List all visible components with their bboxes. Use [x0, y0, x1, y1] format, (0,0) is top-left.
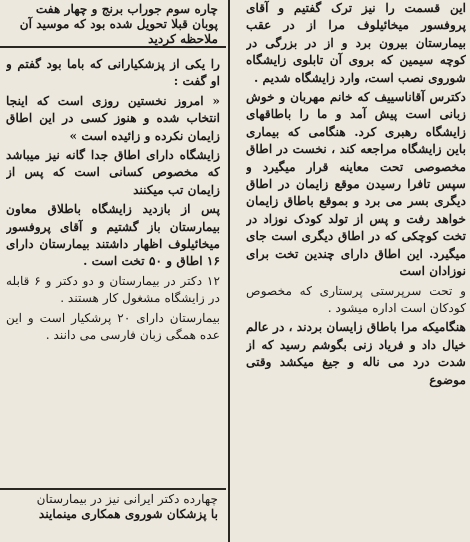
left-paragraph-4: پس از بازدید زایشگاه باطلاق معاون بیمارستان باز گشتیم و آقای پروفسور میخائیلوف اظهار داشتند بیمارستان دارای ۱۶ اطاق و ۵۰ تخت است . — [6, 202, 220, 269]
right-paragraph-3: و تحت سرپرستی پرستاری که مخصوص کودکان است اداره میشود . — [246, 283, 466, 315]
left-bottom-notice — [0, 488, 226, 528]
column-divider — [228, 0, 230, 542]
left-column-body — [6, 56, 220, 486]
left-paragraph-6: بیمارستان دارای ۲۰ پرشکیار است و این عده همگی زبان فارسی می دانند . — [6, 310, 220, 343]
left-top-notice — [0, 0, 226, 48]
left-bottom-line-1: چهارده دکتر ایرانی نیز در بیمارستان — [36, 492, 218, 506]
left-paragraph-2: « امروز نخستين روزی است که اینجا انتخاب شده و هنوز کسی در این اطاق زایمان نکرده و زائیده است » — [6, 93, 220, 143]
left-top-notice-text: چاره سوم جوراب برنج و چهار هفت پوبان قبلا تحویل شده بود که موسید آن ملاحظه کردید — [19, 2, 218, 46]
right-paragraph-4: هنگامیکه مرا باطاق زایسان بردند ، در عالم خیال داد و فریاد زنی بگوشم رسید که از شدت درد می ناله و جیغ میکشد وقتی موضوع — [246, 320, 466, 387]
left-paragraph-1: را یکی از پزشکیارانی که باما بود گفتم و او گفت : — [6, 57, 220, 89]
right-paragraph-2: دکترس آقاناسییف که خانم مهربان و خوش زبانی است پیش آمد و ما را باطاقهای زایشگاه رهبری کرد. هنگامی که بیماری باین زایشگاه مراجعه کند ، نخست در اطاق مخصوصی تحت معاینه قرار میگیرد و سپس تافرا رسیدن موقع زایمان در اطاق دیگری بسر می برد و بموقع باطاق زایمان خواهد رفت و پس از تولد کودک نوزاد در تخت کوچکی که در اطاق دیگری است جای میگیرد. این اطاق دارای چندین تخت برای نوزادان است — [246, 90, 466, 279]
left-paragraph-3: زایشگاه دارای اطاق جدا گانه نیز میباشد که مخصوص کسانی است که پس از زایمان تب میکنند — [6, 148, 220, 197]
left-bottom-line-2: با پزشکان شوروی همکاری مینمایند — [38, 507, 218, 521]
right-paragraph-1: این قسمت را نیز ترک گفتیم و آقای پروفسور میخائیلوف مرا از در عقب بیمارستان بیرون برد و از در بزرگی در کوچه سیمین که بروی آن تابلوی زایشگاه شوروی نصب است، وارد زایشگاه شدیم . — [246, 1, 466, 85]
right-column-body — [246, 0, 466, 542]
left-paragraph-5: ۱۲ دکتر در بیمارستان و دو دکتر و ۶ قابله در زایشگاه مشغول کار هستند . — [6, 273, 220, 306]
